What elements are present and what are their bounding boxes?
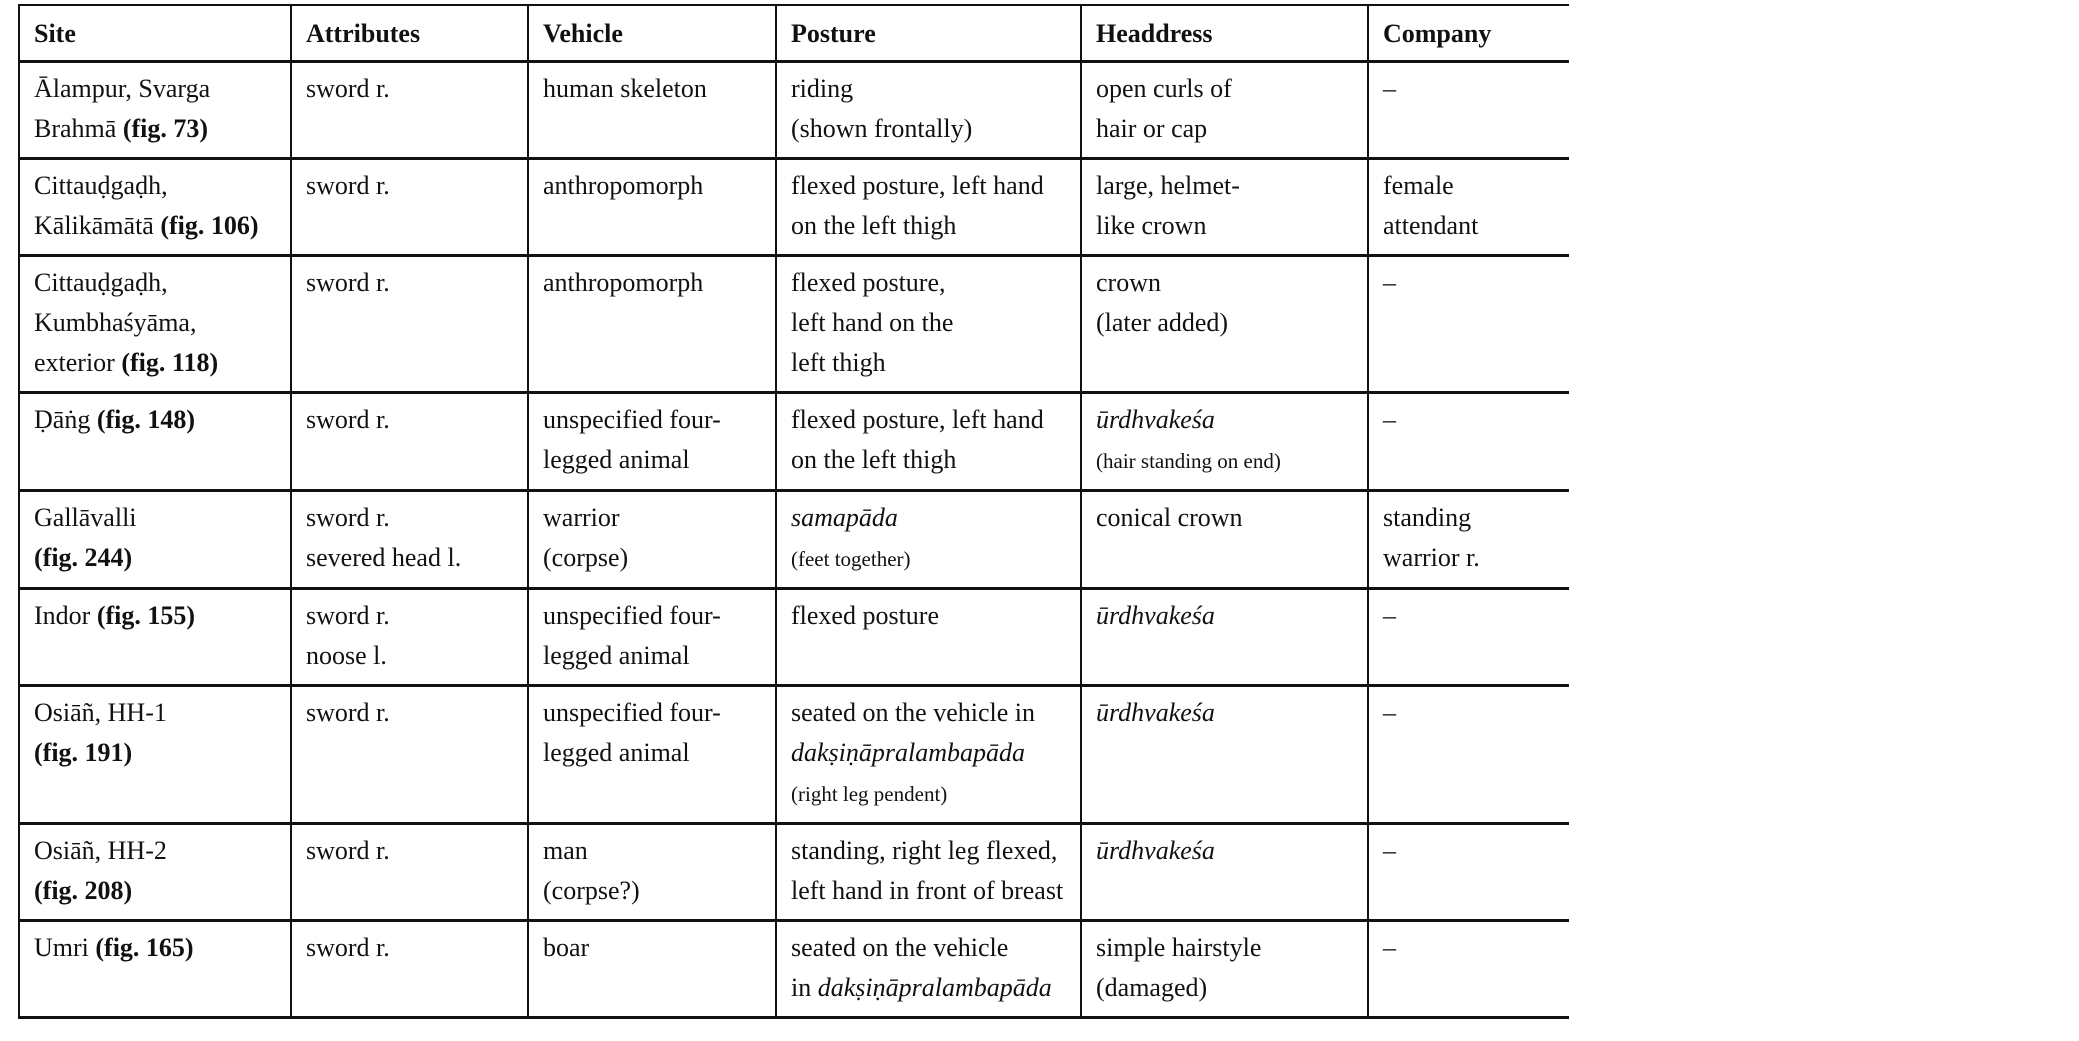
cell-text: riding bbox=[791, 74, 854, 103]
cell-headdress bbox=[1081, 686, 1368, 824]
cell-line bbox=[791, 831, 1070, 871]
cell-text: Ālampur, Svarga bbox=[34, 74, 211, 103]
table-row bbox=[19, 491, 1569, 589]
header-site: Site bbox=[19, 5, 291, 62]
cell-text: severed head l. bbox=[306, 543, 462, 572]
cell-line bbox=[791, 343, 1070, 383]
cell-attributes bbox=[291, 589, 528, 686]
cell-line bbox=[34, 498, 280, 538]
cell-text: sword r. bbox=[306, 171, 390, 200]
cell-line bbox=[34, 400, 280, 440]
cell-line bbox=[306, 538, 517, 578]
cell-line bbox=[1383, 498, 1559, 538]
cell-text: Cittauḍgaḍh, bbox=[34, 268, 168, 297]
cell-line bbox=[1096, 69, 1357, 109]
cell-text: simple hairstyle bbox=[1096, 933, 1262, 962]
cell-text: in bbox=[791, 973, 818, 1002]
sanskrit-term: ūrdhvakeśa bbox=[1096, 405, 1215, 434]
cell-line bbox=[34, 733, 280, 773]
cell-line bbox=[1383, 831, 1559, 871]
cell-line bbox=[1383, 166, 1559, 206]
cell-line bbox=[791, 109, 1070, 149]
figure-reference: (fig. 191) bbox=[34, 738, 133, 767]
cell-site bbox=[19, 824, 291, 921]
cell-posture bbox=[776, 921, 1081, 1018]
header-row bbox=[19, 5, 1569, 62]
table-row bbox=[19, 686, 1569, 824]
table-row bbox=[19, 824, 1569, 921]
cell-text: – bbox=[1383, 268, 1396, 297]
cell-line bbox=[1383, 206, 1559, 246]
cell-posture bbox=[776, 62, 1081, 159]
cell-company bbox=[1368, 824, 1569, 921]
cell-site bbox=[19, 256, 291, 393]
cell-headdress bbox=[1081, 491, 1368, 589]
cell-line bbox=[791, 440, 1070, 480]
table-row bbox=[19, 589, 1569, 686]
cell-text: Umri bbox=[34, 933, 96, 962]
cell-text: Cittauḍgaḍh, bbox=[34, 171, 168, 200]
cell-line bbox=[1096, 400, 1357, 440]
cell-line bbox=[1383, 263, 1559, 303]
figure-reference: (fig. 165) bbox=[95, 933, 194, 962]
cell-text: sword r. bbox=[306, 933, 390, 962]
cell-site bbox=[19, 921, 291, 1018]
table-body bbox=[19, 62, 1569, 1018]
cell-text: hair or cap bbox=[1096, 114, 1208, 143]
cell-text: Osiāñ, HH-2 bbox=[34, 836, 167, 865]
cell-text: legged animal bbox=[543, 738, 690, 767]
cell-vehicle bbox=[528, 62, 776, 159]
cell-line bbox=[1383, 400, 1559, 440]
cell-headdress bbox=[1081, 393, 1368, 491]
cell-line bbox=[543, 928, 765, 968]
cell-headdress bbox=[1081, 62, 1368, 159]
cell-attributes bbox=[291, 491, 528, 589]
cell-line bbox=[791, 928, 1070, 968]
cell-text: (right leg pendent) bbox=[791, 782, 948, 806]
cell-line bbox=[543, 538, 765, 578]
cell-text: flexed posture, left hand bbox=[791, 405, 1044, 434]
table-row bbox=[19, 256, 1569, 393]
sanskrit-term: dakṣiṇāpralambapāda bbox=[817, 973, 1052, 1002]
cell-line bbox=[306, 69, 517, 109]
sanskrit-term: ūrdhvakeśa bbox=[1096, 698, 1215, 727]
cell-line bbox=[791, 871, 1070, 911]
header-attributes: Attributes bbox=[291, 5, 528, 62]
cell-company bbox=[1368, 921, 1569, 1018]
cell-line bbox=[791, 733, 1070, 773]
cell-vehicle bbox=[528, 589, 776, 686]
cell-line bbox=[1096, 166, 1357, 206]
cell-line bbox=[1383, 693, 1559, 733]
cell-line bbox=[306, 831, 517, 871]
cell-text: sword r. bbox=[306, 268, 390, 297]
header-headdress: Headdress bbox=[1081, 5, 1368, 62]
cell-line bbox=[791, 69, 1070, 109]
sanskrit-term: ūrdhvakeśa bbox=[1096, 836, 1215, 865]
cell-line bbox=[34, 693, 280, 733]
cell-text: flexed posture bbox=[791, 601, 940, 630]
cell-line bbox=[543, 733, 765, 773]
cell-text: left hand in front of breast bbox=[791, 876, 1064, 905]
cell-text: seated on the vehicle in bbox=[791, 698, 1036, 727]
iconography-table bbox=[18, 4, 1569, 1019]
cell-text: exterior bbox=[34, 348, 122, 377]
cell-line bbox=[1096, 440, 1357, 481]
cell-headdress bbox=[1081, 824, 1368, 921]
cell-text: on the left thigh bbox=[791, 445, 957, 474]
cell-text: Brahmā bbox=[34, 114, 123, 143]
cell-line bbox=[306, 400, 517, 440]
cell-line bbox=[1096, 303, 1357, 343]
cell-line bbox=[1383, 69, 1559, 109]
cell-line bbox=[791, 773, 1070, 814]
cell-vehicle bbox=[528, 686, 776, 824]
cell-line bbox=[543, 166, 765, 206]
cell-line bbox=[306, 166, 517, 206]
cell-attributes bbox=[291, 62, 528, 159]
cell-text: (corpse?) bbox=[543, 876, 640, 905]
cell-vehicle bbox=[528, 393, 776, 491]
cell-text: Indor bbox=[34, 601, 97, 630]
cell-text: anthropomorph bbox=[543, 171, 704, 200]
figure-reference: (fig. 118) bbox=[121, 348, 219, 377]
cell-attributes bbox=[291, 824, 528, 921]
table-row bbox=[19, 921, 1569, 1018]
header-posture: Posture bbox=[776, 5, 1081, 62]
cell-line bbox=[34, 206, 280, 246]
cell-line bbox=[1383, 928, 1559, 968]
cell-line bbox=[791, 166, 1070, 206]
cell-text: (hair standing on end) bbox=[1096, 449, 1281, 473]
cell-line bbox=[306, 928, 517, 968]
cell-line bbox=[543, 400, 765, 440]
cell-company bbox=[1368, 62, 1569, 159]
cell-line bbox=[34, 69, 280, 109]
cell-text: – bbox=[1383, 601, 1396, 630]
cell-line bbox=[1096, 596, 1357, 636]
sanskrit-term: samapāda bbox=[791, 503, 898, 532]
cell-text: female bbox=[1383, 171, 1454, 200]
cell-text: – bbox=[1383, 933, 1396, 962]
cell-line bbox=[543, 636, 765, 676]
cell-line bbox=[34, 831, 280, 871]
cell-text: sword r. bbox=[306, 74, 390, 103]
cell-headdress bbox=[1081, 256, 1368, 393]
cell-line bbox=[306, 263, 517, 303]
cell-text: human skeleton bbox=[543, 74, 707, 103]
cell-text: crown bbox=[1096, 268, 1161, 297]
cell-text: boar bbox=[543, 933, 590, 962]
cell-text: Gallāvalli bbox=[34, 503, 137, 532]
cell-site bbox=[19, 159, 291, 256]
cell-text: flexed posture, bbox=[791, 268, 946, 297]
cell-text: sword r. bbox=[306, 503, 390, 532]
figure-reference: (fig. 244) bbox=[34, 543, 133, 572]
cell-line bbox=[1383, 538, 1559, 578]
header-vehicle: Vehicle bbox=[528, 5, 776, 62]
cell-text: man bbox=[543, 836, 588, 865]
cell-site bbox=[19, 62, 291, 159]
figure-reference: (fig. 208) bbox=[34, 876, 133, 905]
cell-line bbox=[1383, 596, 1559, 636]
cell-line bbox=[1096, 263, 1357, 303]
cell-text: unspecified four- bbox=[543, 405, 721, 434]
cell-text: sword r. bbox=[306, 836, 390, 865]
cell-line bbox=[543, 596, 765, 636]
cell-text: sword r. bbox=[306, 601, 390, 630]
cell-text: large, helmet- bbox=[1096, 171, 1240, 200]
table-row bbox=[19, 159, 1569, 256]
cell-line bbox=[34, 166, 280, 206]
cell-text: Ḍāṅg bbox=[34, 405, 97, 434]
cell-text: open curls of bbox=[1096, 74, 1232, 103]
cell-text: anthropomorph bbox=[543, 268, 704, 297]
figure-reference: (fig. 155) bbox=[96, 601, 196, 630]
cell-attributes bbox=[291, 256, 528, 393]
cell-text: – bbox=[1383, 836, 1396, 865]
cell-text: (feet together) bbox=[791, 547, 911, 571]
cell-line bbox=[34, 928, 280, 968]
figure-reference: (fig. 73) bbox=[122, 114, 209, 143]
cell-line bbox=[543, 831, 765, 871]
cell-text: sword r. bbox=[306, 698, 390, 727]
cell-vehicle bbox=[528, 256, 776, 393]
cell-line bbox=[306, 596, 517, 636]
cell-line bbox=[791, 538, 1070, 579]
cell-line bbox=[791, 303, 1070, 343]
cell-line bbox=[791, 400, 1070, 440]
cell-vehicle bbox=[528, 824, 776, 921]
cell-company bbox=[1368, 159, 1569, 256]
cell-posture bbox=[776, 393, 1081, 491]
cell-line bbox=[1096, 968, 1357, 1008]
cell-company bbox=[1368, 256, 1569, 393]
cell-site bbox=[19, 393, 291, 491]
cell-text: Kālikāmātā bbox=[34, 211, 161, 240]
cell-attributes bbox=[291, 159, 528, 256]
cell-line bbox=[791, 498, 1070, 538]
cell-text: legged animal bbox=[543, 641, 690, 670]
cell-company bbox=[1368, 589, 1569, 686]
cell-text: left thigh bbox=[791, 348, 886, 377]
cell-text: – bbox=[1383, 74, 1396, 103]
cell-line bbox=[543, 263, 765, 303]
cell-line bbox=[543, 69, 765, 109]
cell-text: warrior r. bbox=[1383, 543, 1480, 572]
header-company: Company bbox=[1368, 5, 1569, 62]
cell-line bbox=[1096, 109, 1357, 149]
cell-headdress bbox=[1081, 159, 1368, 256]
cell-vehicle bbox=[528, 159, 776, 256]
cell-company bbox=[1368, 491, 1569, 589]
cell-line bbox=[306, 498, 517, 538]
cell-line bbox=[34, 871, 280, 911]
table-row bbox=[19, 62, 1569, 159]
sanskrit-term: ūrdhvakeśa bbox=[1096, 601, 1215, 630]
cell-text: left hand on the bbox=[791, 308, 954, 337]
cell-posture bbox=[776, 824, 1081, 921]
cell-line bbox=[306, 693, 517, 733]
figure-reference: (fig. 106) bbox=[160, 211, 259, 240]
cell-vehicle bbox=[528, 491, 776, 589]
cell-company bbox=[1368, 686, 1569, 824]
cell-attributes bbox=[291, 393, 528, 491]
cell-line bbox=[34, 303, 280, 343]
cell-line bbox=[791, 263, 1070, 303]
cell-site bbox=[19, 686, 291, 824]
cell-line bbox=[1096, 831, 1357, 871]
cell-text: noose l. bbox=[306, 641, 387, 670]
cell-posture bbox=[776, 589, 1081, 686]
cell-text: (corpse) bbox=[543, 543, 629, 572]
cell-text: warrior bbox=[543, 503, 620, 532]
cell-text: attendant bbox=[1383, 211, 1479, 240]
cell-line bbox=[791, 206, 1070, 246]
cell-text: (later added) bbox=[1096, 308, 1229, 337]
cell-line bbox=[543, 871, 765, 911]
cell-text: standing bbox=[1383, 503, 1472, 532]
cell-attributes bbox=[291, 921, 528, 1018]
cell-site bbox=[19, 491, 291, 589]
cell-line bbox=[1096, 928, 1357, 968]
cell-text: unspecified four- bbox=[543, 601, 721, 630]
cell-text: conical crown bbox=[1096, 503, 1243, 532]
cell-line bbox=[34, 538, 280, 578]
cell-text: Osiāñ, HH-1 bbox=[34, 698, 167, 727]
cell-text: (damaged) bbox=[1096, 973, 1208, 1002]
cell-line bbox=[1096, 693, 1357, 733]
cell-line bbox=[791, 968, 1070, 1008]
cell-attributes bbox=[291, 686, 528, 824]
cell-site bbox=[19, 589, 291, 686]
cell-line bbox=[34, 596, 280, 636]
cell-text: unspecified four- bbox=[543, 698, 721, 727]
cell-line bbox=[1096, 498, 1357, 538]
cell-line bbox=[791, 596, 1070, 636]
cell-text: legged animal bbox=[543, 445, 690, 474]
cell-line bbox=[543, 498, 765, 538]
cell-text: (shown frontally) bbox=[791, 114, 973, 143]
cell-company bbox=[1368, 393, 1569, 491]
cell-text: on the left thigh bbox=[791, 211, 957, 240]
cell-posture bbox=[776, 686, 1081, 824]
cell-line bbox=[543, 440, 765, 480]
cell-line bbox=[543, 693, 765, 733]
cell-text: seated on the vehicle bbox=[791, 933, 1009, 962]
cell-text: Kumbhaśyāma, bbox=[34, 308, 197, 337]
cell-line bbox=[791, 693, 1070, 733]
cell-posture bbox=[776, 256, 1081, 393]
cell-line bbox=[34, 263, 280, 303]
cell-text: sword r. bbox=[306, 405, 390, 434]
table-row bbox=[19, 393, 1569, 491]
cell-line bbox=[34, 109, 280, 149]
cell-posture bbox=[776, 159, 1081, 256]
cell-headdress bbox=[1081, 921, 1368, 1018]
cell-text: – bbox=[1383, 698, 1396, 727]
sanskrit-term: dakṣiṇāpralambapāda bbox=[791, 738, 1025, 767]
cell-text: flexed posture, left hand bbox=[791, 171, 1044, 200]
cell-line bbox=[306, 636, 517, 676]
cell-text: like crown bbox=[1096, 211, 1207, 240]
cell-vehicle bbox=[528, 921, 776, 1018]
cell-headdress bbox=[1081, 589, 1368, 686]
figure-reference: (fig. 148) bbox=[96, 405, 196, 434]
cell-posture bbox=[776, 491, 1081, 589]
cell-text: – bbox=[1383, 405, 1396, 434]
cell-text: standing, right leg flexed, bbox=[791, 836, 1058, 865]
cell-line bbox=[34, 343, 280, 383]
cell-line bbox=[1096, 206, 1357, 246]
